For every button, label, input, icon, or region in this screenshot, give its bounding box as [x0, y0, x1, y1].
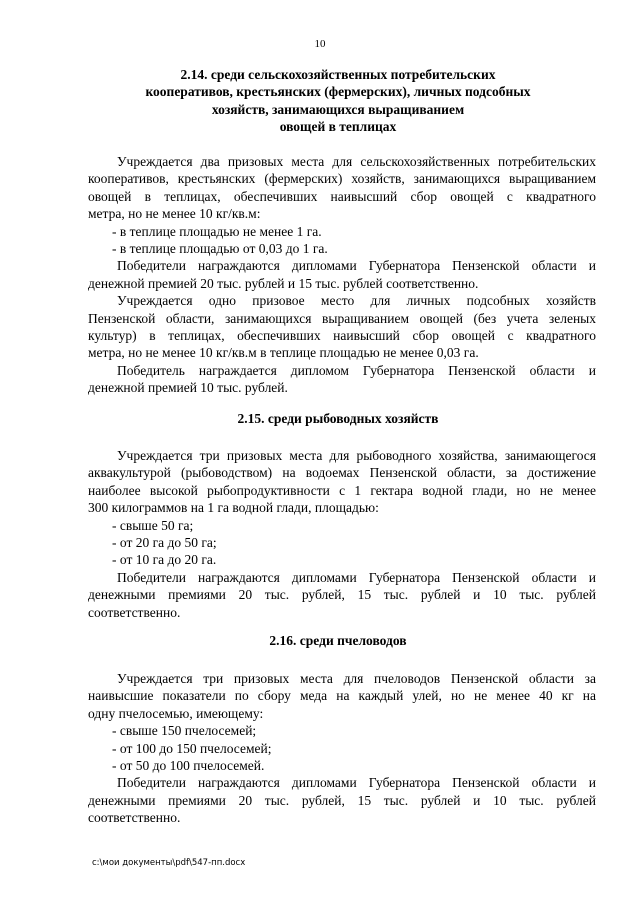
list-item: - в теплице площадью не менее 1 га.: [112, 223, 322, 239]
text-line: денежной премией 10 тыс. рублей.: [88, 380, 288, 396]
text-line: Учреждается одно призовое место для личных подсобных хозяйств: [117, 293, 596, 309]
text-line: Победители награждаются дипломами Губернатора Пензенской области и: [117, 569, 596, 585]
text-line: кооперативов, крестьянских (фермерских) хозяйств, занимающихся выращиванием: [88, 171, 596, 187]
section-heading-2-15: [88, 410, 588, 427]
text-line: соответственно.: [88, 810, 181, 826]
text-line: наиболее высокой рыбопродуктивности с 1 гектара водной глади, но не менее: [88, 482, 596, 498]
text-line: овощей в теплицах, обеспечивших наивысший сбор овощей с квадратного: [88, 188, 596, 204]
heading-line: хозяйств, занимающихся выращиванием: [211, 101, 465, 117]
heading-line: 2.14. среди сельскохозяйственных потребительских: [180, 67, 496, 82]
paragraph: [88, 153, 596, 397]
section-heading-2-16: [88, 632, 588, 649]
heading-line: 2.16. среди пчеловодов: [269, 633, 407, 648]
text-line: метра, но не менее 10 кг/кв.м в теплице площадью не менее 0,03 га.: [88, 345, 479, 361]
text-line: аквакультурой (рыбоводством) на водоемах Пензенской области, за достижение: [88, 465, 596, 481]
text-line: денежными премиями 20 тыс. рублей, 15 тыс. рублей и 10 тыс. рублей: [88, 587, 596, 603]
paragraph: [88, 670, 596, 827]
file-path-footer: c:\мои документы\pdf\547-пп.docx: [92, 858, 246, 868]
list-item: - от 10 га до 20 га.: [112, 552, 217, 568]
text-line: одну пчелосемью, имеющему:: [88, 705, 264, 721]
text-line: Победители награждаются дипломами Губернатора Пензенской области и: [117, 258, 596, 274]
list-item: - свыше 50 га;: [112, 517, 194, 533]
heading-line: 2.15. среди рыбоводных хозяйств: [237, 411, 439, 426]
list-item: - от 100 до 150 пчелосемей;: [112, 740, 272, 756]
text-line: Учреждается два призовых места для сельскохозяйственных потребительских: [117, 154, 596, 169]
text-line: денежной премией 20 тыс. рублей и 15 тыс. рублей соответственно.: [88, 275, 479, 291]
text-line: Победители награждаются дипломами Губернатора Пензенской области и: [117, 775, 596, 791]
text-line: Победитель награждается дипломом Губернатора Пензенской области и: [117, 362, 596, 378]
list-item: - свыше 150 пчелосемей;: [112, 723, 257, 739]
text-line: культур) в теплицах, обеспечивших наивысший сбор овощей с квадратного: [88, 328, 596, 344]
heading-line: кооперативов, крестьянских (фермерских), личных подсобных: [145, 84, 531, 100]
text-line: Учреждается три призовых места для пчеловодов Пензенской области за: [117, 671, 596, 686]
paragraph: [88, 447, 596, 621]
text-line: метра, но не менее 10 кг/кв.м:: [88, 206, 261, 222]
list-item: - от 50 до 100 пчелосемей.: [112, 758, 265, 774]
text-line: Учреждается три призовых места для рыбоводного хозяйства, занимающегося: [117, 448, 596, 463]
text-line: 300 килограммов на 1 га водной глади, площадью:: [88, 500, 379, 516]
heading-line: овощей в теплицах: [279, 119, 397, 135]
list-item: - в теплице площадью от 0,03 до 1 га.: [112, 241, 328, 257]
list-item: - от 20 га до 50 га;: [112, 535, 217, 551]
text-line: Пензенской области, занимающихся выращиванием овощей (без учета зеленых: [88, 310, 596, 326]
page-number: 10: [314, 38, 326, 50]
text-line: наивысшие показатели по сбору меда на каждый улей, но не менее 40 кг на: [88, 688, 596, 704]
text-line: соответственно.: [88, 604, 181, 620]
text-line: денежными премиями 20 тыс. рублей, 15 тыс. рублей и 10 тыс. рублей: [88, 792, 596, 808]
section-heading-2-14: [88, 66, 588, 136]
